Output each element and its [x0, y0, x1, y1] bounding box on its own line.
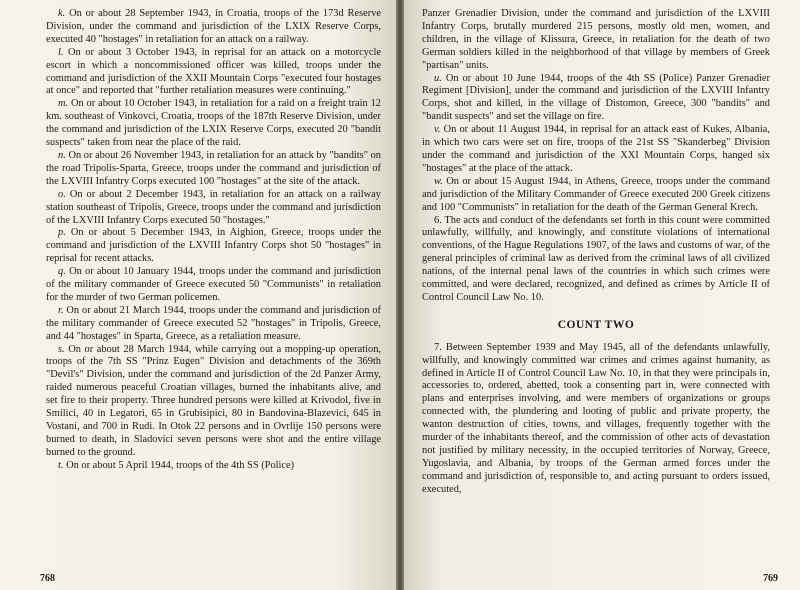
right-page	[404, 0, 800, 590]
section-heading-count-two: COUNT TWO	[557, 318, 635, 331]
paragraph-m: m. On or about 10 October 1943, in retaliation for a raid on a freight train 12 km. southeast of Vinkovci, Croatia, troops of the 187th Reserve Division, under the command and jurisdiction of the LXIX Reserve Corps, executed 20 "bandit suspects" taken from near the place of the raid.	[46, 98, 381, 149]
paragraph-k: k. On or about 28 September 1943, in Croatia, troops of the 173d Reserve Division, under the command and jurisdiction of the LXIX Reserve Corps, executed 40 "hostages" in retaliation for an attack on a railway.	[46, 8, 381, 45]
paragraph-l: l. On or about 3 October 1943, in reprisal for an attack on a motorcycle escort in which a noncommissioned officer was killed, troops under the command and jurisdiction of the XXII Mountain Corps "executed four hostages at once" and reported that "further retaliation measures were continuing."	[46, 46, 381, 97]
paragraph-t-continued: Panzer Grenadier Division, under the command and jurisdiction of the LXVIII Infantry Corps, brutally murdered 215 persons, mostly old men, women, and children, in the village of Klissura, Greece, in retaliation for the death of two German soldiers killed in the neighborhood of that village by members of Greek "partisan" units.	[422, 8, 770, 71]
right-page-text	[422, 8, 770, 497]
paragraph-p: p. On or about 5 December 1943, in Aighion, Greece, troops under the command and jurisdiction of the LXVIII Infantry Corps shot 50 "hostages" in reprisal for recent attacks.	[46, 227, 381, 265]
left-page-text	[46, 8, 381, 473]
paragraph-v: v. On or about 11 August 1944, in reprisal for an attack east of Kukes, Albania, in which two cars were set on fire, troops of the 21st SS "Skanderbeg" Division under the command and jurisdiction of the XXI Mountain Corps, hanged six "hostages" at the place of the attack.	[422, 124, 770, 174]
paragraph-o: o. On or about 2 December 1943, in retaliation for an attack on a railway station southeast of Tripolis, Greece, troops under the command and jurisdiction of the LXVIII Infantry Corps executed 50 "hostages."	[46, 188, 381, 226]
paragraph-7: 7. Between September 1939 and May 1945, all of the defendants unlawfully, willfully, and knowingly committed war crimes and crimes against humanity, as defined in Article II of Control Council Law No. 10, in that they were principals in, accessories to, ordered, abetted, took a consenting part in, were connected with plans and enterprises involving, and were members of organizations or groups connected with, the plundering and looting of public and private property, the wanton destruction of cities, towns, and villages, frequently together with the murder of the inhabitants thereof, and the commission of other acts of devastation not justified by military necessity, in the occupied territories of Norway, Greece, Yugoslavia, and Albania, by troops of the German armed forces under the command and jurisdiction of, responsible to, and acting pursuant to orders issued, executed,	[422, 341, 770, 495]
paragraph-6: 6. The acts and conduct of the defendants set forth in this count were committed unlawfully, willfully, and knowingly, and constitute violations of international conventions, of the Hague Regulations 1907, of the laws and customs of war, of the general principles of criminal law as derived from the criminal laws of all civilized nations, of the internal penal laws of the countries in which such crimes were committed, and were declared, recognized, and defined as crimes by Article II of Control Council Law No. 10.	[422, 214, 770, 303]
paragraph-q: q. On or about 10 January 1944, troops under the command and jurisdiction of the military commander of Greece executed 50 "Communists" in retaliation for the murder of two German policemen.	[46, 266, 381, 303]
book-gutter	[396, 0, 404, 590]
left-page	[0, 0, 396, 590]
paragraph-r: r. On or about 21 March 1944, troops under the command and jurisdiction of the military commander of Greece executed 52 "hostages" in Tripolis, Greece, and 44 "hostages" in Sparta, Greece, as a retaliation measure.	[46, 304, 381, 342]
paragraph-n: n. On or about 26 November 1943, in retaliation for an attack by "bandits" on the road Tripolis-Sparta, Greece, troops under the command and jurisdiction of the LXVIII Infantry Corps executed 100 "hostages" at the site of the attack.	[46, 149, 381, 187]
paragraph-u: u. On or about 10 June 1944, troops of the 4th SS (Police) Panzer Grenadier Regiment [Division], under the command and jurisdiction of the LXVIII Infantry Corps, shot and killed, in the village of Distomon, Greece, 300 "bandits" and "bandit suspects" and set the village on fire.	[422, 72, 770, 123]
page-number-left: 768	[40, 573, 55, 584]
paragraph-s: s. On or about 28 March 1944, while carrying out a mopping-up operation, troops of the 7th SS "Prinz Eugen" Division and detachments of the 369th "Devil's" Division, under the command and jurisdiction of the 2d Panzer Army, raided numerous peaceful Croatian villages, burned the inhabitants alive, and set fire to their property. Three hundred persons were killed at Krivodol, five in Smilici, 40 in Legatori, 65 in Grubisipici, 80 in Bandovina-Blazevici, 645 in Vostani, and 700 in Rudi. In Otok 22 persons and in Ovrlije 150 persons were burned to death, in Sladovici seven persons were shot and the entire village burned to the ground.	[46, 343, 382, 458]
page-number-right: 769	[763, 573, 778, 584]
paragraph-w: w. On or about 15 August 1944, in Athens, Greece, troops under the command and jurisdiction of the Military Commander of Greece executed 200 Greek citizens and 100 "Communists" in retaliation for the death of the German General Krech.	[422, 175, 770, 213]
paragraph-t: t. On or about 5 April 1944, troops of the 4th SS (Police)	[58, 459, 295, 471]
